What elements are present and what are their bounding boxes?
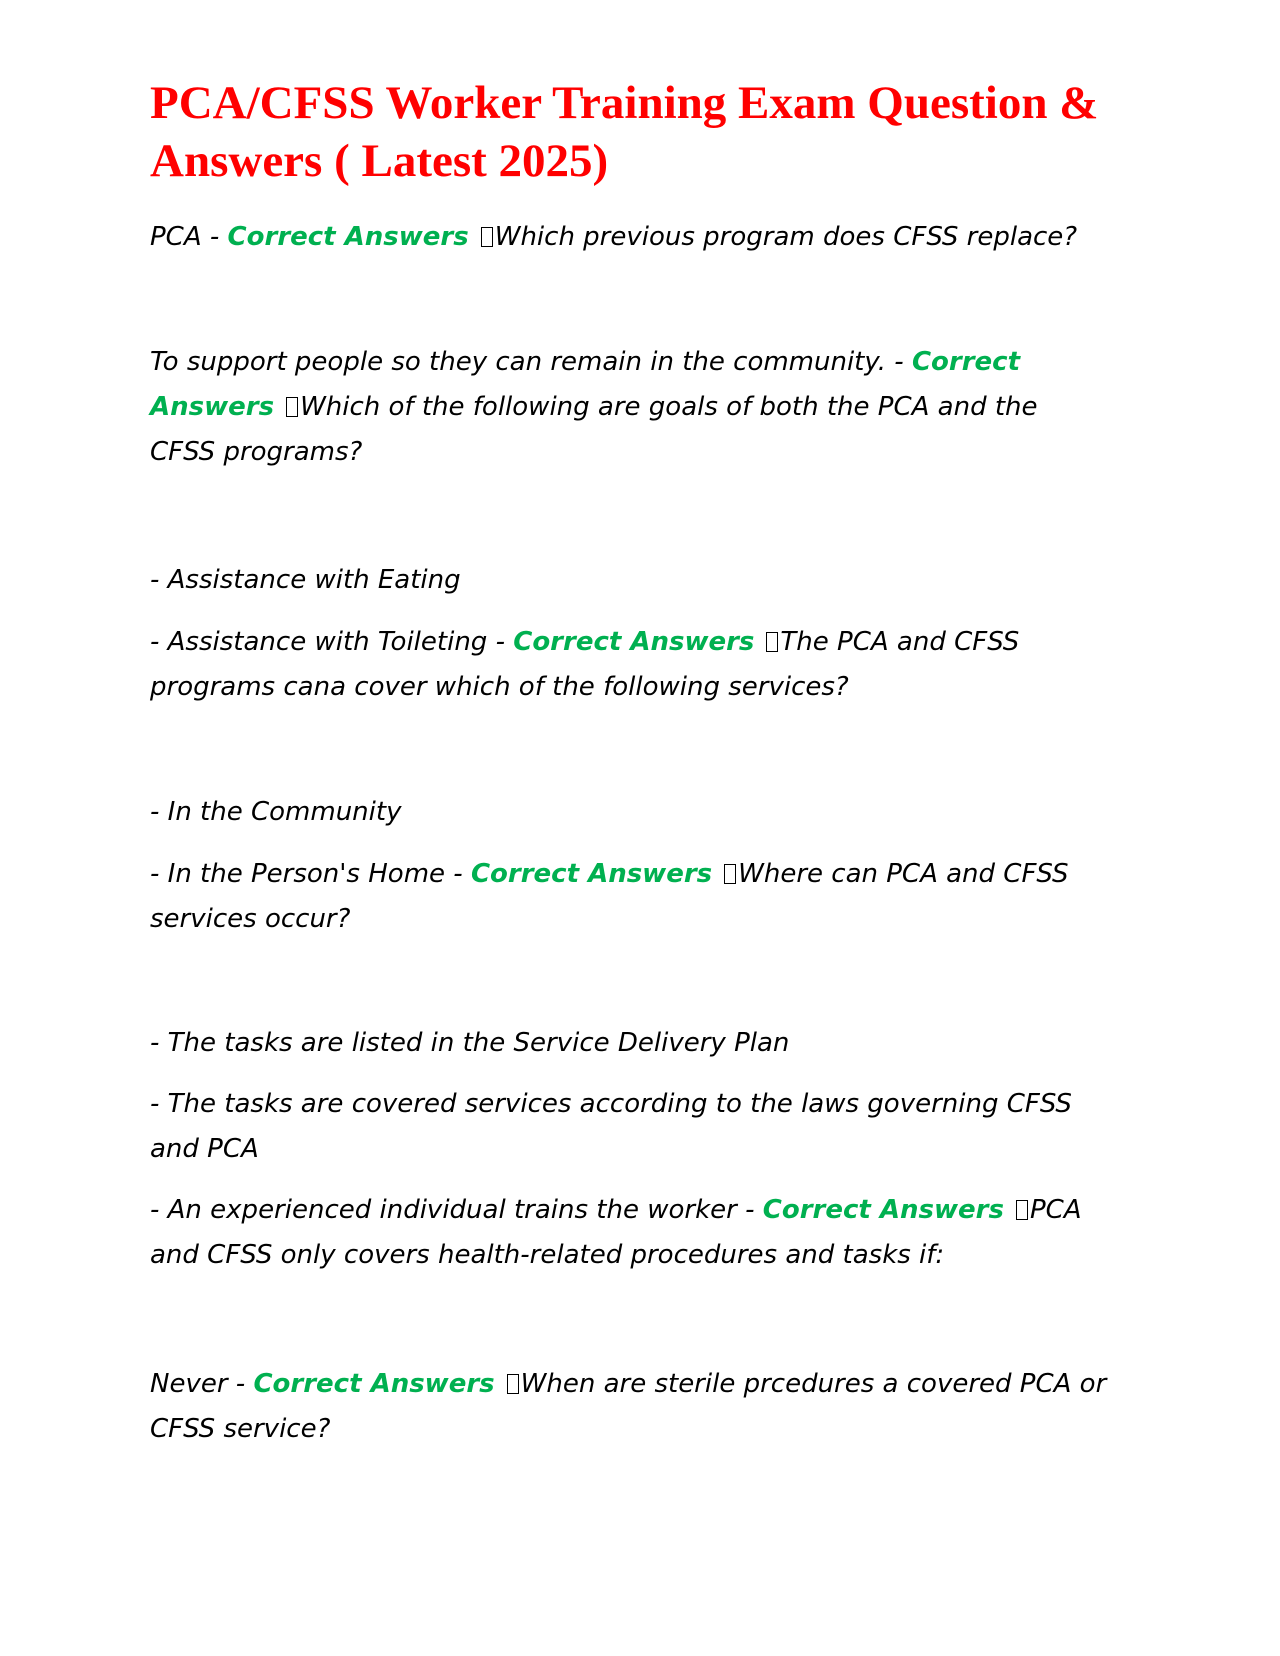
entry-line (150, 430, 1130, 475)
answer-text: - In the Community (150, 797, 402, 827)
answer-text: - The tasks are covered services according to the laws governing CFSS (150, 1089, 1072, 1119)
correct-answers-label: Correct Answers (513, 627, 755, 657)
entry-line (150, 897, 1130, 942)
missing-glyph-icon (286, 397, 298, 417)
entry-line (150, 1082, 1130, 1127)
question-text: The PCA and CFSS (780, 627, 1020, 657)
entry-line (150, 558, 1130, 603)
qa-entry-1 (150, 215, 1130, 260)
question-text: PCA (1029, 1195, 1082, 1225)
question-text: Which previous program does CFSS replace? (494, 222, 1078, 252)
correct-answers-label: Correct Answers (762, 1195, 1004, 1225)
separator: - (227, 1369, 254, 1399)
entry-line (150, 1407, 1130, 1452)
question-text-continued: CFSS service? (150, 1414, 331, 1444)
separator: - (201, 222, 228, 252)
entry-line (150, 1362, 1130, 1407)
entry-line (150, 620, 1130, 665)
answer-text-continued: and PCA (150, 1134, 259, 1164)
missing-glyph-icon (507, 1374, 519, 1394)
answer-text: - In the Person's Home (150, 859, 446, 889)
separator: - (736, 1195, 763, 1225)
entry-line (150, 1188, 1130, 1233)
qa-entry-2 (150, 340, 1130, 475)
correct-answers-label: Correct Answers (253, 1369, 495, 1399)
question-text-continued: and CFSS only covers health-related procedures and tasks if: (150, 1240, 945, 1270)
question-text-continued: CFSS programs? (150, 437, 363, 467)
entry-line (150, 790, 1130, 835)
question-text: When are sterile prcedures a covered PCA or (520, 1369, 1107, 1399)
entry-line (150, 852, 1130, 897)
document-page (150, 74, 1130, 190)
entry-line (150, 215, 1130, 260)
entry-line (150, 1021, 1130, 1066)
separator: - (445, 859, 471, 889)
missing-glyph-icon (1016, 1200, 1028, 1220)
entry-line (150, 385, 1130, 430)
question-text-continued: programs cana cover which of the following services? (150, 672, 849, 702)
document-title: PCA/CFSS Worker Training Exam Question & Answers ( Latest 2025) (150, 77, 1099, 187)
entry-line (150, 340, 1130, 385)
answer-text: PCA (150, 222, 202, 252)
qa-entry-4 (150, 790, 1130, 942)
answer-text: - An experienced individual trains the worker (150, 1195, 737, 1225)
missing-glyph-icon (481, 227, 493, 247)
question-text-continued: services occur? (150, 904, 351, 934)
answer-text: Never (150, 1369, 228, 1399)
question-text: Where can PCA and CFSS (738, 859, 1069, 889)
correct-answers-label: Correct Answers (470, 859, 713, 889)
qa-entry-6 (150, 1362, 1130, 1452)
missing-glyph-icon (766, 632, 778, 652)
entry-line (150, 1233, 1130, 1278)
answer-text: - The tasks are listed in the Service Delivery Plan (150, 1028, 790, 1058)
entry-line (150, 665, 1130, 710)
answer-text: - Assistance with Toileting (150, 627, 488, 657)
correct-answers-label-part1: Correct (911, 347, 1020, 377)
separator: - (487, 627, 514, 657)
correct-answers-label-part2: Answers (150, 392, 275, 422)
question-text: Which of the following are goals of both the PCA and the (300, 392, 1038, 422)
qa-entry-3 (150, 558, 1130, 710)
answer-text: - Assistance with Eating (150, 565, 461, 595)
entry-line (150, 1127, 1130, 1172)
separator: - (886, 347, 912, 377)
answer-text: To support people so they can remain in the community. (150, 347, 887, 377)
correct-answers-label: Correct Answers (227, 222, 469, 252)
qa-entry-5 (150, 1021, 1130, 1278)
missing-glyph-icon (724, 864, 736, 884)
